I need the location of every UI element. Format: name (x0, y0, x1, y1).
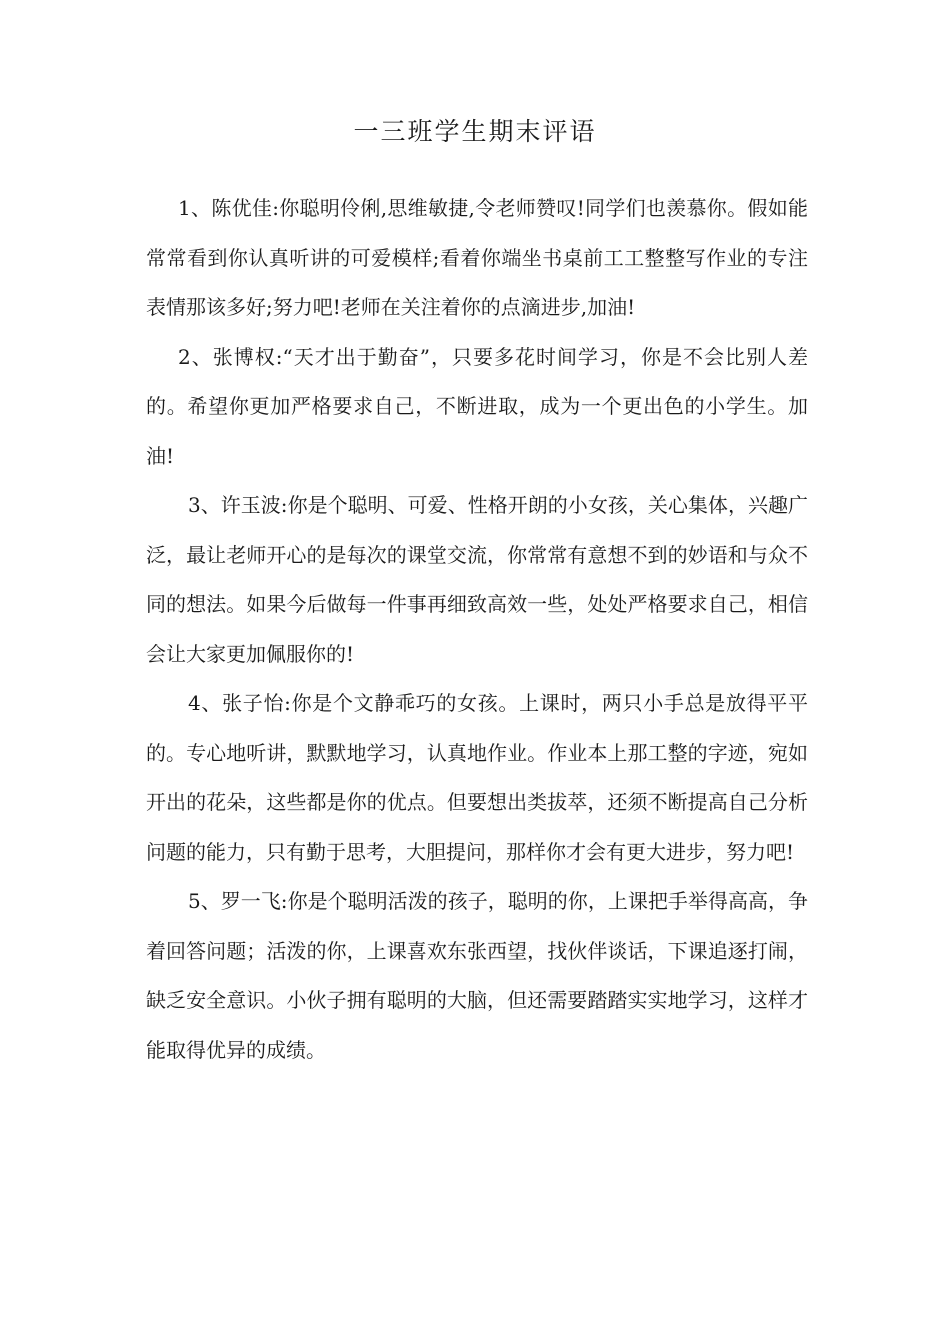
comment-paragraph-4: 4、张子怡:你是个文静乖巧的女孩。上课时，两只小手总是放得平平的。专心地听讲，默默地学习，认真地作业。作业本上那工整的字迹，宛如开出的花朵，这些都是你的优点。但要想出类拔萃，还须不断提高自己分析问题的能力，只有勤于思考，大胆提问，那样你才会有更大进步，努力吧! (146, 691, 808, 864)
comment-paragraph-2: 2、张博权:“天才出于勤奋”，只要多花时间学习，你是不会比别人差的。希望你更加严格要求自己，不断进取，成为一个更出色的小学生。加油! (146, 344, 808, 468)
comment-paragraph-3: 3、许玉波:你是个聪明、可爱、性格开朗的小女孩，关心集体，兴趣广泛，最让老师开心的是每次的课堂交流，你常常有意想不到的妙语和与众不同的想法。如果今后做每一件事再细致高效一些，处处严格要求自己，相信会让大家更加佩服你的! (146, 493, 808, 666)
comment-paragraph-1: 1、陈优佳:你聪明伶俐,思维敏捷,令老师赞叹!同学们也羡慕你。假如能常常看到你认真听讲的可爱模样;看着你端坐书桌前工工整整写作业的专注表情那该多好;努力吧!老师在关注着你的点滴进步,加油! (146, 196, 808, 319)
document-title: 一三班学生期末评语 (353, 117, 597, 146)
comment-paragraph-5: 5、罗一飞:你是个聪明活泼的孩子，聪明的你，上课把手举得高高，争着回答问题；活泼的你，上课喜欢东张西望，找伙伴谈话，下课追逐打闹，缺乏安全意识。小伙子拥有聪明的大脑，但还需要踏踏实实地学习，这样才能取得优异的成绩。 (146, 889, 808, 1062)
document-body (146, 168, 808, 1075)
